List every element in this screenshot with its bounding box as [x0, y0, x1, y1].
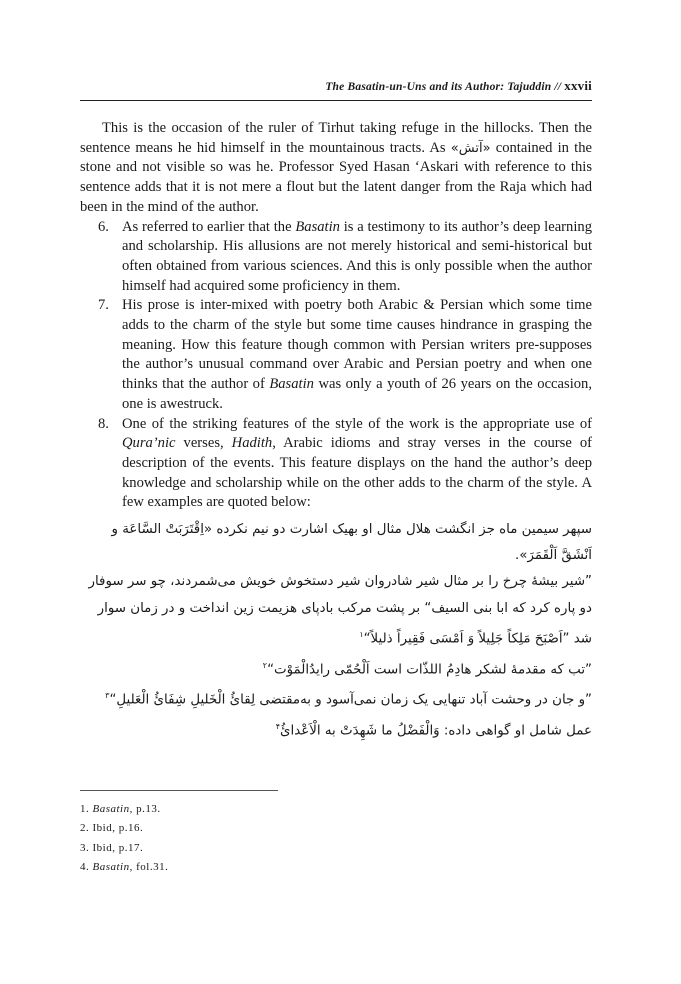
footnotes: [80, 800, 480, 877]
footnote-number: 4.: [80, 860, 90, 873]
header-rule: [80, 100, 592, 101]
list-item-text: One of the striking features of the style of the work is the appropriate use of: [122, 415, 592, 432]
footnote-ref: ۴: [275, 721, 281, 731]
persian-quote-1: سپهر سیمین ماه جز انگشت هلال مثال او بهیک اشارت دو نیم نکرده «اِقْتَرَبَتْ السَّاعَة و اَنْشَقَّ اَلْقَمَرَ».: [111, 522, 592, 564]
footnote-ref: ۲: [262, 660, 268, 670]
intro-text-2: contained in the stone and not visible so was he. Professor Syed Hasan ‘Askari with reference to this sentence adds that it is not mere a flout but the latent danger from the Raja which had been in the mind of the author.: [80, 139, 592, 215]
intro-arabic-word: «آتش»: [450, 140, 491, 156]
persian-quote-5: [80, 714, 592, 745]
footnote: [80, 800, 480, 819]
persian-quote-3: [80, 653, 592, 684]
list-item: [80, 218, 592, 297]
footnote-number: 3.: [80, 841, 90, 854]
footnote-ref: ۱: [359, 629, 364, 639]
list-item: [80, 296, 592, 414]
footnote-number: 1.: [80, 803, 90, 815]
list-item-italic: Basatin: [269, 376, 314, 393]
list-item-number: 8.: [98, 415, 109, 432]
persian-quote-2-text: ”شیر بیشهٔ چرخ را بر مثال شیر شادروان شیر دستخوش خویش می‌شمردند، چو سر سوفار دو پاره کرد که ابا بنی السیف“ بر پشت مرکب بادپای هزیمت زین انداخت و در زمان سوار شد ”اَصْبَحَ مَلِکاً جَلِیلاً وَ اَمْسَی فَقِیراً ذلیلاً“: [88, 574, 592, 647]
footnote: [80, 839, 480, 858]
body-text: [80, 119, 592, 745]
list-item-text: verses,: [175, 435, 232, 452]
list-item-number: 7.: [98, 297, 109, 314]
list-item: [80, 415, 592, 514]
footnote: [80, 858, 480, 877]
footnote-text: , fol.31.: [129, 860, 169, 873]
list-item-italic: Hadith: [231, 435, 273, 452]
list-item-text: is a testimony to its author’s deep learning and scholarship. His allusions are not merely historical and semi-historical but often obtained from various sciences. And this is only possible when the author himself had acquired some proficiency in them.: [122, 218, 592, 294]
list-item-text: As referred to earlier that the: [122, 218, 296, 235]
intro-text-1: This is the occasion of the ruler of Tirhut taking refuge in the hillocks. Then the sentence means he hid himself in the mountainous tracts. As: [80, 120, 592, 156]
list-item-text: His prose is inter-mixed with poetry both Arabic & Persian which some time adds to the charm of the style but some time causes hindrance in grasping the meaning. How this feature though common with Persian writers pre-supposes the author’s unusual command over Arabic and Persian poetry and when one thinks that the author of: [122, 297, 592, 393]
intro-paragraph: [80, 119, 592, 218]
running-head: [80, 78, 592, 94]
persian-quotations: [80, 517, 592, 745]
numbered-list: [80, 218, 592, 514]
persian-quote-5-text: عمل شامل او گواهی داده: وَالْفَضْلُ ما شَهِدَتْ به الْاَعْدائُ: [280, 723, 592, 739]
list-item-italic: Basatin: [295, 218, 340, 235]
footnote-text: Ibid, p.16.: [92, 822, 144, 835]
persian-quote-3-text: ”تب که مقدمهٔ لشکر هادِمُ اللذّات است اَلْحُمّی رایدُالْمَوْت“: [267, 662, 592, 678]
footnote: [80, 819, 480, 838]
list-item-text: was only a youth of 26 years on the occasion, one is awestruck.: [122, 376, 592, 412]
list-item-number: 6.: [98, 218, 109, 235]
footnote-italic: Basatin: [92, 803, 130, 815]
footnote-number: 2.: [80, 822, 90, 835]
footnote-text: , p.13.: [129, 803, 161, 815]
page-number: xxvii: [564, 78, 592, 93]
footnote-italic: Basatin: [92, 860, 130, 873]
footnote-rule: [80, 790, 278, 791]
footnote-text: Ibid, p.17.: [92, 841, 144, 854]
footnote-ref: ۳: [105, 691, 110, 701]
persian-quote-4-text: ”و جان در وحشت آباد تنهایی یک زمان نمی‌آسود و به‌مقتضی لِقائُ الْخَلیلِ شِفَائُ الْعَلیلِ“: [109, 692, 592, 708]
list-item-text: , Arabic idioms and stray verses in the course of description of the events. This feature displays on the hand the author’s deep knowledge and scholarship while on the other adds to the charm of the style. A few examples are quoted below:: [122, 435, 592, 511]
persian-quote-4: [80, 683, 592, 714]
persian-quote-2: [80, 569, 592, 652]
list-item-italic: Qura’nic: [122, 435, 176, 452]
running-head-title: The Basatin-un-Uns and its Author: Tajuddin //: [325, 81, 562, 93]
